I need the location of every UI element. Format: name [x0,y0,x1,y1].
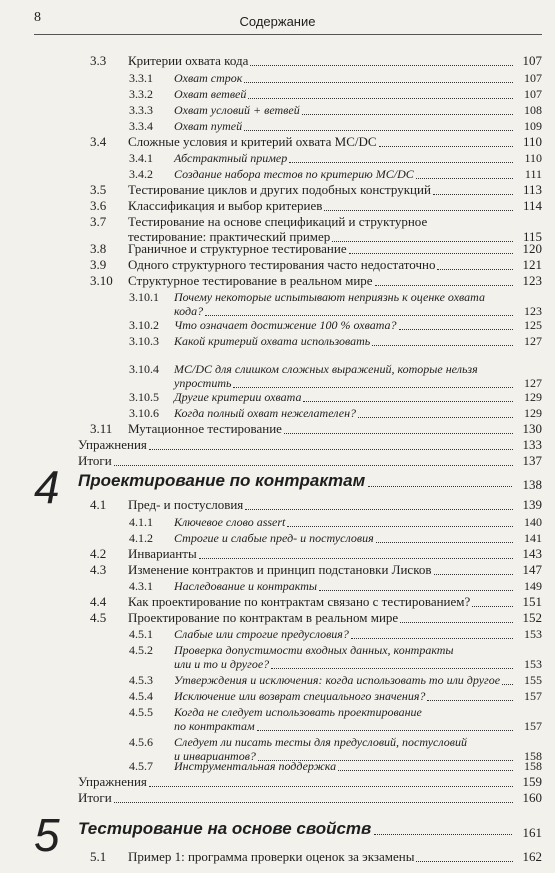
page-ref: 141 [524,531,542,545]
dot-leader [379,146,513,147]
section-number: 3.6 [90,198,107,213]
toc-entry [0,452,555,470]
section-number: 4.4 [90,594,107,609]
section-number: 3.3 [90,53,107,68]
toc-entry [0,52,555,70]
dot-leader [324,210,513,211]
page-ref: 151 [522,594,542,609]
toc-entry [0,360,555,390]
section-title: Проверка допустимости входных данных, контракты [174,643,454,657]
page-ref: 130 [522,421,542,436]
section-number: 3.10.6 [129,406,159,420]
section-title: Критерии охвата кода [128,53,249,68]
chapter-page: 138 [522,477,542,492]
section-number: 3.10.4 [129,362,159,376]
section-title: Упражнения [78,437,147,452]
section-number: 4.5 [90,610,107,625]
page-ref: 108 [524,103,542,117]
section-title: Какой критерий охвата использовать [174,334,371,348]
dot-leader [287,526,513,527]
section-title-continued: по контрактам [174,719,255,733]
page-ref: 152 [522,610,542,625]
section-title: Итоги [78,453,112,468]
section-title: Классификация и выбор критериев [128,198,323,213]
running-header: Содержание [239,14,316,29]
dot-leader [319,590,513,591]
dot-leader [245,509,513,510]
chapter-title: Тестирование на основе свойств [78,819,372,838]
section-title: Как проектирование по контрактам связано с тестированием? [128,594,471,609]
page-ref: 133 [522,437,542,452]
section-title: Пример 1: программа проверки оценок за экзамены [128,849,415,864]
chapter-number: 5 [34,809,60,861]
dot-leader [199,558,513,559]
section-title: Изменение контрактов и принцип подстановки Лисков [128,562,432,577]
section-number: 3.3.2 [129,87,153,101]
section-number: 4.1 [90,497,107,512]
section-number: 4.5.6 [129,735,153,749]
dot-leader [271,668,513,669]
section-title: Что означает достижение 100 % охвата? [174,318,397,332]
section-title: Слабые или строгие предусловия? [174,627,349,641]
section-number: 4.5.4 [129,689,153,703]
toc-entry [0,848,555,866]
dot-leader [349,253,513,254]
chapter-number: 4 [34,461,60,513]
dot-leader [244,130,513,131]
page-number: 8 [34,10,41,25]
dot-leader [338,770,513,771]
toc-entry [0,332,555,350]
dot-leader [284,433,513,434]
dot-leader [427,700,513,701]
toc-entry [0,733,555,763]
dot-leader [257,730,513,731]
dot-leader [351,638,513,639]
page-ref: 160 [522,790,542,805]
section-title: Когда не следует использовать проектирование [174,705,422,719]
section-title: Инструментальная поддержка [174,759,337,773]
dot-leader [434,574,514,575]
dot-leader [368,486,512,487]
page-ref: 115 [522,229,542,244]
section-title-continued: и инвариантов? [174,749,256,763]
section-number: 4.5.1 [129,627,153,641]
page-ref: 158 [524,749,542,763]
page-ref: 147 [522,562,542,577]
page-ref: 149 [524,579,542,593]
section-title-continued: или и то и другое? [174,657,270,671]
section-title: Структурное тестирование в реальном мире [128,273,373,288]
page-ref: 125 [524,318,542,332]
dot-leader [416,178,513,179]
page-ref: 153 [524,627,542,641]
section-title: Когда полный охват нежелателен? [174,406,357,420]
page-ref: 123 [524,304,542,318]
section-number: 3.5 [90,182,107,197]
section-number: 3.10.3 [129,334,159,348]
page-ref: 153 [524,657,542,671]
section-title: Строгие и слабые пред- и постусловия [174,531,374,545]
page-ref: 129 [524,406,542,420]
section-number: 4.5.2 [129,643,153,657]
page-ref: 121 [522,257,542,272]
toc-entry [0,213,555,244]
section-number: 4.5.3 [129,673,153,687]
toc-entry [0,641,555,671]
section-title: Граничное и структурное тестирование [128,241,347,256]
section-title: Охват путей [174,119,243,133]
dot-leader [302,114,513,115]
dot-leader [289,162,513,163]
dot-leader [303,401,513,402]
page-ref: 155 [524,673,542,687]
section-title: Охват условий + ветвей [174,103,300,117]
section-title: Тестирование циклов и других подобных конструкций [128,182,431,197]
page-ref: 158 [524,759,542,773]
dot-leader [416,861,513,862]
page-ref: 110 [522,134,542,149]
page-ref: 120 [522,241,542,256]
page-ref: 159 [522,774,542,789]
section-number: 3.7 [90,214,107,229]
chapter-title: Проектирование по контрактам [78,471,366,490]
page-ref: 110 [524,151,542,165]
section-number: 3.10.5 [129,390,159,404]
dot-leader [502,684,513,685]
dot-leader [114,465,513,466]
dot-leader [149,449,513,450]
dot-leader [244,82,513,83]
section-title: Ключевое слово assert [174,515,286,529]
section-number: 4.5.5 [129,705,153,719]
page-ref: 107 [522,53,542,68]
dot-leader [358,417,513,418]
page-ref: 114 [522,198,542,213]
section-number: 5.1 [90,849,107,864]
section-number: 3.3.3 [129,103,153,117]
section-number: 3.9 [90,257,107,272]
section-number: 3.4.2 [129,167,153,181]
section-title: Тестирование на основе спецификаций и структурное [128,214,428,229]
page-ref: 140 [524,515,542,529]
section-title: Инварианты [128,546,197,561]
chapter-page: 161 [522,825,542,840]
section-title: Создание набора тестов по критерию MC/DC [174,167,414,181]
section-number: 4.5.7 [129,759,153,773]
page-ref: 157 [524,719,542,733]
section-title: Следует ли писать тесты для предусловий, постусловий [174,735,467,749]
page-ref: 127 [524,334,542,348]
page-ref: 157 [524,689,542,703]
section-title: Почему некоторые испытывают неприязнь к оценке охвата [174,290,485,304]
section-title: Другие критерии охвата [174,390,302,404]
section-number: 3.10 [90,273,113,288]
section-title: Одного структурного тестирования часто недостаточно [128,257,436,272]
page-ref: 113 [522,182,542,197]
section-number: 3.4 [90,134,107,149]
section-title: Абстрактный пример [174,151,288,165]
page-ref: 109 [524,119,542,133]
dot-leader [372,345,513,346]
page-ref: 137 [522,453,542,468]
dot-leader [472,606,513,607]
dot-leader [399,329,513,330]
section-number: 3.10.1 [129,290,159,304]
section-number: 4.3.1 [129,579,153,593]
section-title-continued: тестирование: практический пример [128,229,331,244]
page-ref: 139 [522,497,542,512]
page-ref: 127 [524,376,542,390]
section-title: Наследование и контракты [174,579,318,593]
section-number: 3.3.4 [129,119,153,133]
section-number: 4.1.2 [129,531,153,545]
page-ref: 129 [524,390,542,404]
section-title-continued: упростить [174,376,232,390]
dot-leader [437,269,513,270]
section-number: 4.3 [90,562,107,577]
section-number: 4.2 [90,546,107,561]
dot-leader [433,194,513,195]
page-ref: 107 [524,87,542,101]
dot-leader [114,802,513,803]
section-title: Сложные условия и критерий охвата MC/DC [128,134,377,149]
page-ref: 107 [524,71,542,85]
section-title: Пред- и постусловия [128,497,244,512]
section-title: MC/DC для слишком сложных выражений, которые нельзя [174,362,478,376]
section-number: 3.11 [90,421,113,436]
section-title: Проектирование по контрактам в реальном мире [128,610,399,625]
section-title: Мутационное тестирование [128,421,282,436]
dot-leader [149,786,513,787]
section-number: 4.1.1 [129,515,153,529]
section-number: 3.3.1 [129,71,153,85]
page-ref: 143 [522,546,542,561]
page-ref: 162 [522,849,542,864]
toc-entry [0,703,555,733]
dot-leader [375,285,513,286]
section-title-continued: кода? [174,304,204,318]
toc-entry [0,789,555,807]
page-ref: 111 [524,167,542,181]
dot-leader [250,65,513,66]
dot-leader [400,622,513,623]
dot-leader [248,98,513,99]
page-ref: 123 [522,273,542,288]
section-title: Итоги [78,790,112,805]
section-title: Исключение или возврат специального значения? [174,689,426,703]
section-number: 3.8 [90,241,107,256]
section-title: Упражнения [78,774,147,789]
toc-entry [0,288,555,318]
section-title: Охват ветвей [174,87,247,101]
section-number: 3.4.1 [129,151,153,165]
toc-entry [0,496,555,514]
dot-leader [374,834,512,835]
section-title: Охват строк [174,71,243,85]
section-number: 3.10.2 [129,318,159,332]
dot-leader [376,542,513,543]
section-title: Утверждения и исключения: когда использовать то или другое [174,673,501,687]
